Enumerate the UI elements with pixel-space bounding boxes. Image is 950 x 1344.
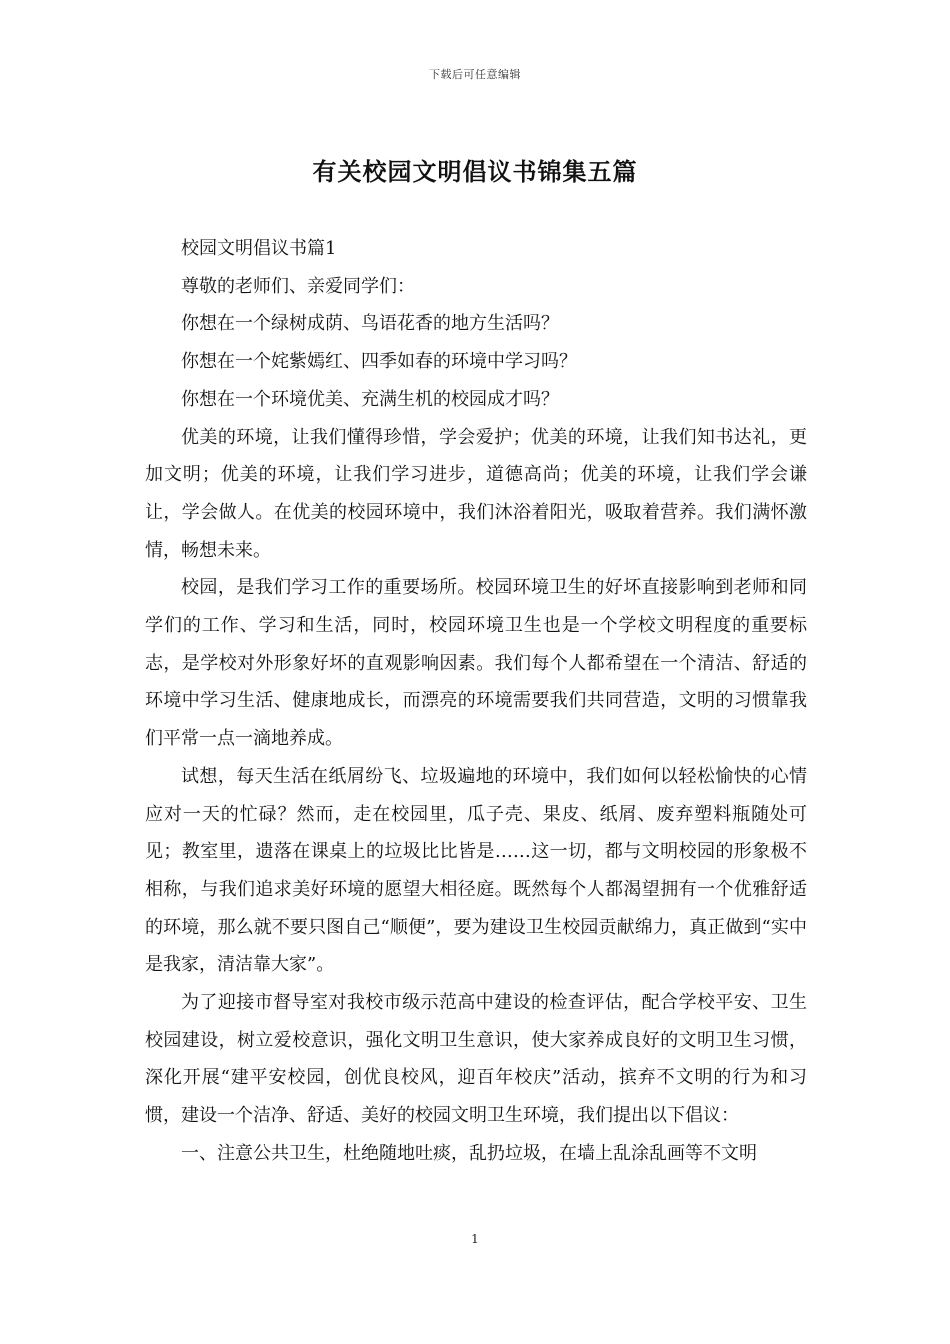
document-title: 有关校园文明倡议书锦集五篇: [312, 157, 638, 186]
paragraph: 一、注意公共卫生，杜绝随地吐痰，乱扔垃圾，在墙上乱涂乱画等不文明: [181, 1142, 757, 1164]
page-number: 1: [471, 1232, 479, 1246]
paragraph: 你想在一个环境优美、充满生机的校园成才吗？: [181, 388, 559, 410]
paragraph: 校园，是我们学习工作的重要场所。校园环境卫生的好坏直接影响到老师和同学们的工作、学习和生活，同时，校园环境卫生也是一个学校文明程度的重要标志，是学校对外形象好坏的直观影响因素。我们每个人都希望在一个清洁、舒适的环境中学习生活、健康地成长，而漂亮的环境需要我们共同营造，文明的习惯靠我们平常一点一滴地养成。: [145, 577, 807, 750]
paragraph: 试想，每天生活在纸屑纷飞、垃圾遍地的环境中，我们如何以轻松愉快的心情应对一天的忙碌？然而，走在校园里，瓜子壳、果皮、纸屑、废弃塑料瓶随处可见；教室里，遗落在课桌上的垃圾比比皆是……这一切，都与文明校园的形象极不相称，与我们追求美好环境的愿望大相径庭。既然每个人都渴望拥有一个优雅舒适的环境，那么就不要只图自己“顺便”，要为建设卫生校园贡献绵力，真正做到“实中是我家，清洁靠大家”。: [145, 765, 807, 976]
paragraph: 你想在一个姹紫嫣红、四季如春的环境中学习吗？: [181, 351, 577, 373]
page-header-note: 下载后可任意编辑: [429, 68, 521, 81]
section-heading: 校园文明倡议书篇1: [181, 238, 337, 259]
salutation: 尊敬的老师们、亲爱同学们：: [181, 275, 415, 297]
paragraph: 优美的环境，让我们懂得珍惜，学会爱护；优美的环境，让我们知书达礼，更加文明；优美的环境，让我们学习进步，道德高尚；优美的环境，让我们学会谦让，学会做人。在优美的校园环境中，我们沐浴着阳光，吸取着营养。我们满怀激情，畅想未来。: [145, 426, 807, 561]
paragraph: 为了迎接市督导室对我校市级示范高中建设的检查评估，配合学校平安、卫生校园建设，树立爱校意识，强化文明卫生意识，使大家养成良好的文明卫生习惯，深化开展“建平安校园，创优良校风，迎百年校庆”活动，摈弃不文明的行为和习惯，建设一个洁净、舒适、美好的校园文明卫生环境，我们提出以下倡议：: [145, 992, 807, 1127]
document-body: [145, 230, 807, 1173]
paragraph: 你想在一个绿树成荫、鸟语花香的地方生活吗？: [181, 313, 559, 335]
